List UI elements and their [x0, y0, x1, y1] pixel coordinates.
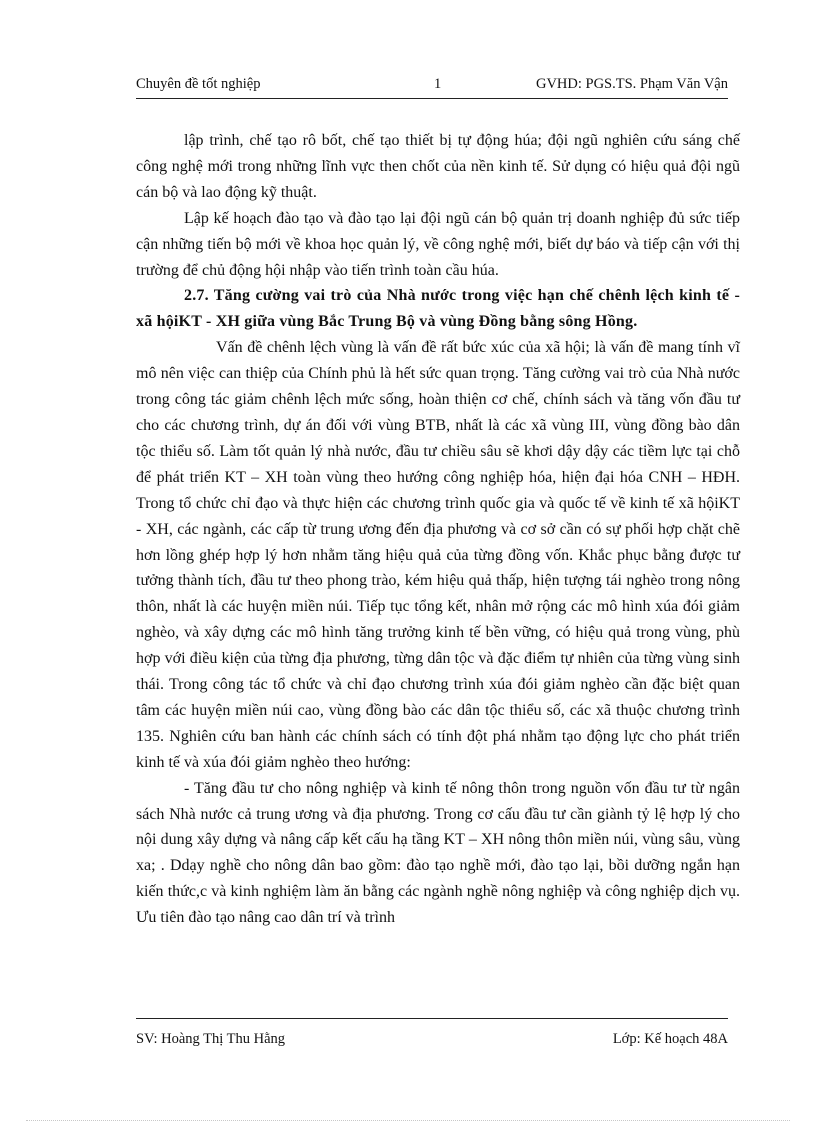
document-body [136, 128, 740, 931]
section-heading-2-7: 2.7. Tăng cường vai trò của Nhà nước trong việc hạn chế chênh lệch kinh tế - xã hộiKT - XH giữa vùng Bắc Trung Bộ và vùng Đồng bằng sông Hồng. [136, 287, 740, 331]
header-document-type: Chuyên đề tốt nghiệp [136, 76, 261, 92]
page-header [136, 76, 728, 99]
paragraph-investment-bullet: - Tăng đầu tư cho nông nghiệp và kinh tế nông thôn trong nguồn vốn đầu tư từ ngân sách Nhà nước cả trung ương và địa phương. Trong cơ cấu đầu tư cần giành tỷ lệ hợp lý cho nội dung xây dựng và nâng cấp kết cấu hạ tầng KT – XH nông thôn miền núi, vùng sâu, vùng xa; . Ddạy nghề cho nông dân bao gồm: đào tạo nghề mới, đào tạo lại, bồi dưỡng ngắn hạn kiến thức,c và kinh nghiệm làm ăn bằng các ngành nghề nông nghiệp và công nghiệp dịch vụ. Ưu tiên đào tạo nâng cao dân trí và trình [136, 779, 740, 927]
page-bottom-edge [26, 1120, 790, 1121]
page-footer [136, 1018, 728, 1047]
header-page-number: 1 [434, 76, 442, 92]
footer-class-name: Lớp: Kế hoạch 48A [612, 1031, 728, 1047]
paragraph-regional-gap: Vấn đề chênh lệch vùng là vấn đề rất bức xúc của xã hội; là vấn đề mang tính vĩ mô nên việc can thiệp của Chính phủ là hết sức quan trọng. Tăng cường vai trò của Nhà nước trong công tác giảm chênh lệch mức sống, hoàn thiện cơ chế, chính sách và tăng vốn đầu tư cho các chương trình, dự án đối với vùng BTB, nhất là các xã vùng III, vùng đồng bào dân tộc thiểu số. Làm tốt quản lý nhà nước, đầu tư chiều sâu sẽ khơi dậy dậy các tiềm lực tại chỗ để phát triển KT – XH toàn vùng theo hướng công nghiệp hóa, hiện đại hóa CNH – HĐH. Trong tổ chức chỉ đạo và thực hiện các chương trình quốc gia và quốc tế về kinh tế xã hộiKT - XH, các ngành, các cấp từ trung ương đến địa phương và cơ sở cần có sự phối hợp chặt chẽ hơn lồng ghép hợp lý hơn nhằm tăng hiệu quả của từng đồng vốn. Khắc phục bằng được tư tưởng thành tích, đầu tư theo phong trào, kém hiệu quả thấp, hiện tượng tái nghèo trong nông thôn, nhất là các huyện miền núi. Tiếp tục tổng kết, nhân mở rộng các mô hình xúa đói giảm nghèo, và xây dựng các mô hình tăng trưởng kinh tế bền vững, có hiệu quả trong vùng, phù hợp với điều kiện của từng địa phương, từng dân tộc và đặc điểm tự nhiên của từng vùng sinh thái. Trong công tác tổ chức và chỉ đạo chương trình xúa đói giảm nghèo cần đặc biệt quan tâm các huyện miền núi cao, vùng đồng bào các dân tộc thiểu số, các xã thuộc chương trình 135. Nghiên cứu ban hành các chính sách có tính đột phá nhằm tạo động lực cho phát triển kinh tế và xúa đói giảm nghèo theo hướng: [136, 339, 740, 771]
footer-student-name: SV: Hoàng Thị Thu Hằng [136, 1031, 286, 1047]
paragraph-continuation: lập trình, chế tạo rô bốt, chế tạo thiết bị tự động húa; đội ngũ nghiên cứu sáng chế công nghệ mới trong những lĩnh vực then chốt của nền kinh tế. Sử dụng có hiệu quả đội ngũ cán bộ và lao động kỹ thuật. [136, 132, 740, 201]
paragraph-training-plan: Lập kế hoạch đào tạo và đào tạo lại đội ngũ cán bộ quản trị doanh nghiệp đủ sức tiếp cận những tiến bộ mới về khoa học quản lý, về công nghệ mới, biết dự báo và tiếp cận với thị trường để chủ động hội nhập vào tiến trình toàn cầu húa. [136, 209, 740, 279]
header-supervisor: GVHD: PGS.TS. Phạm Văn Vận [535, 76, 728, 92]
